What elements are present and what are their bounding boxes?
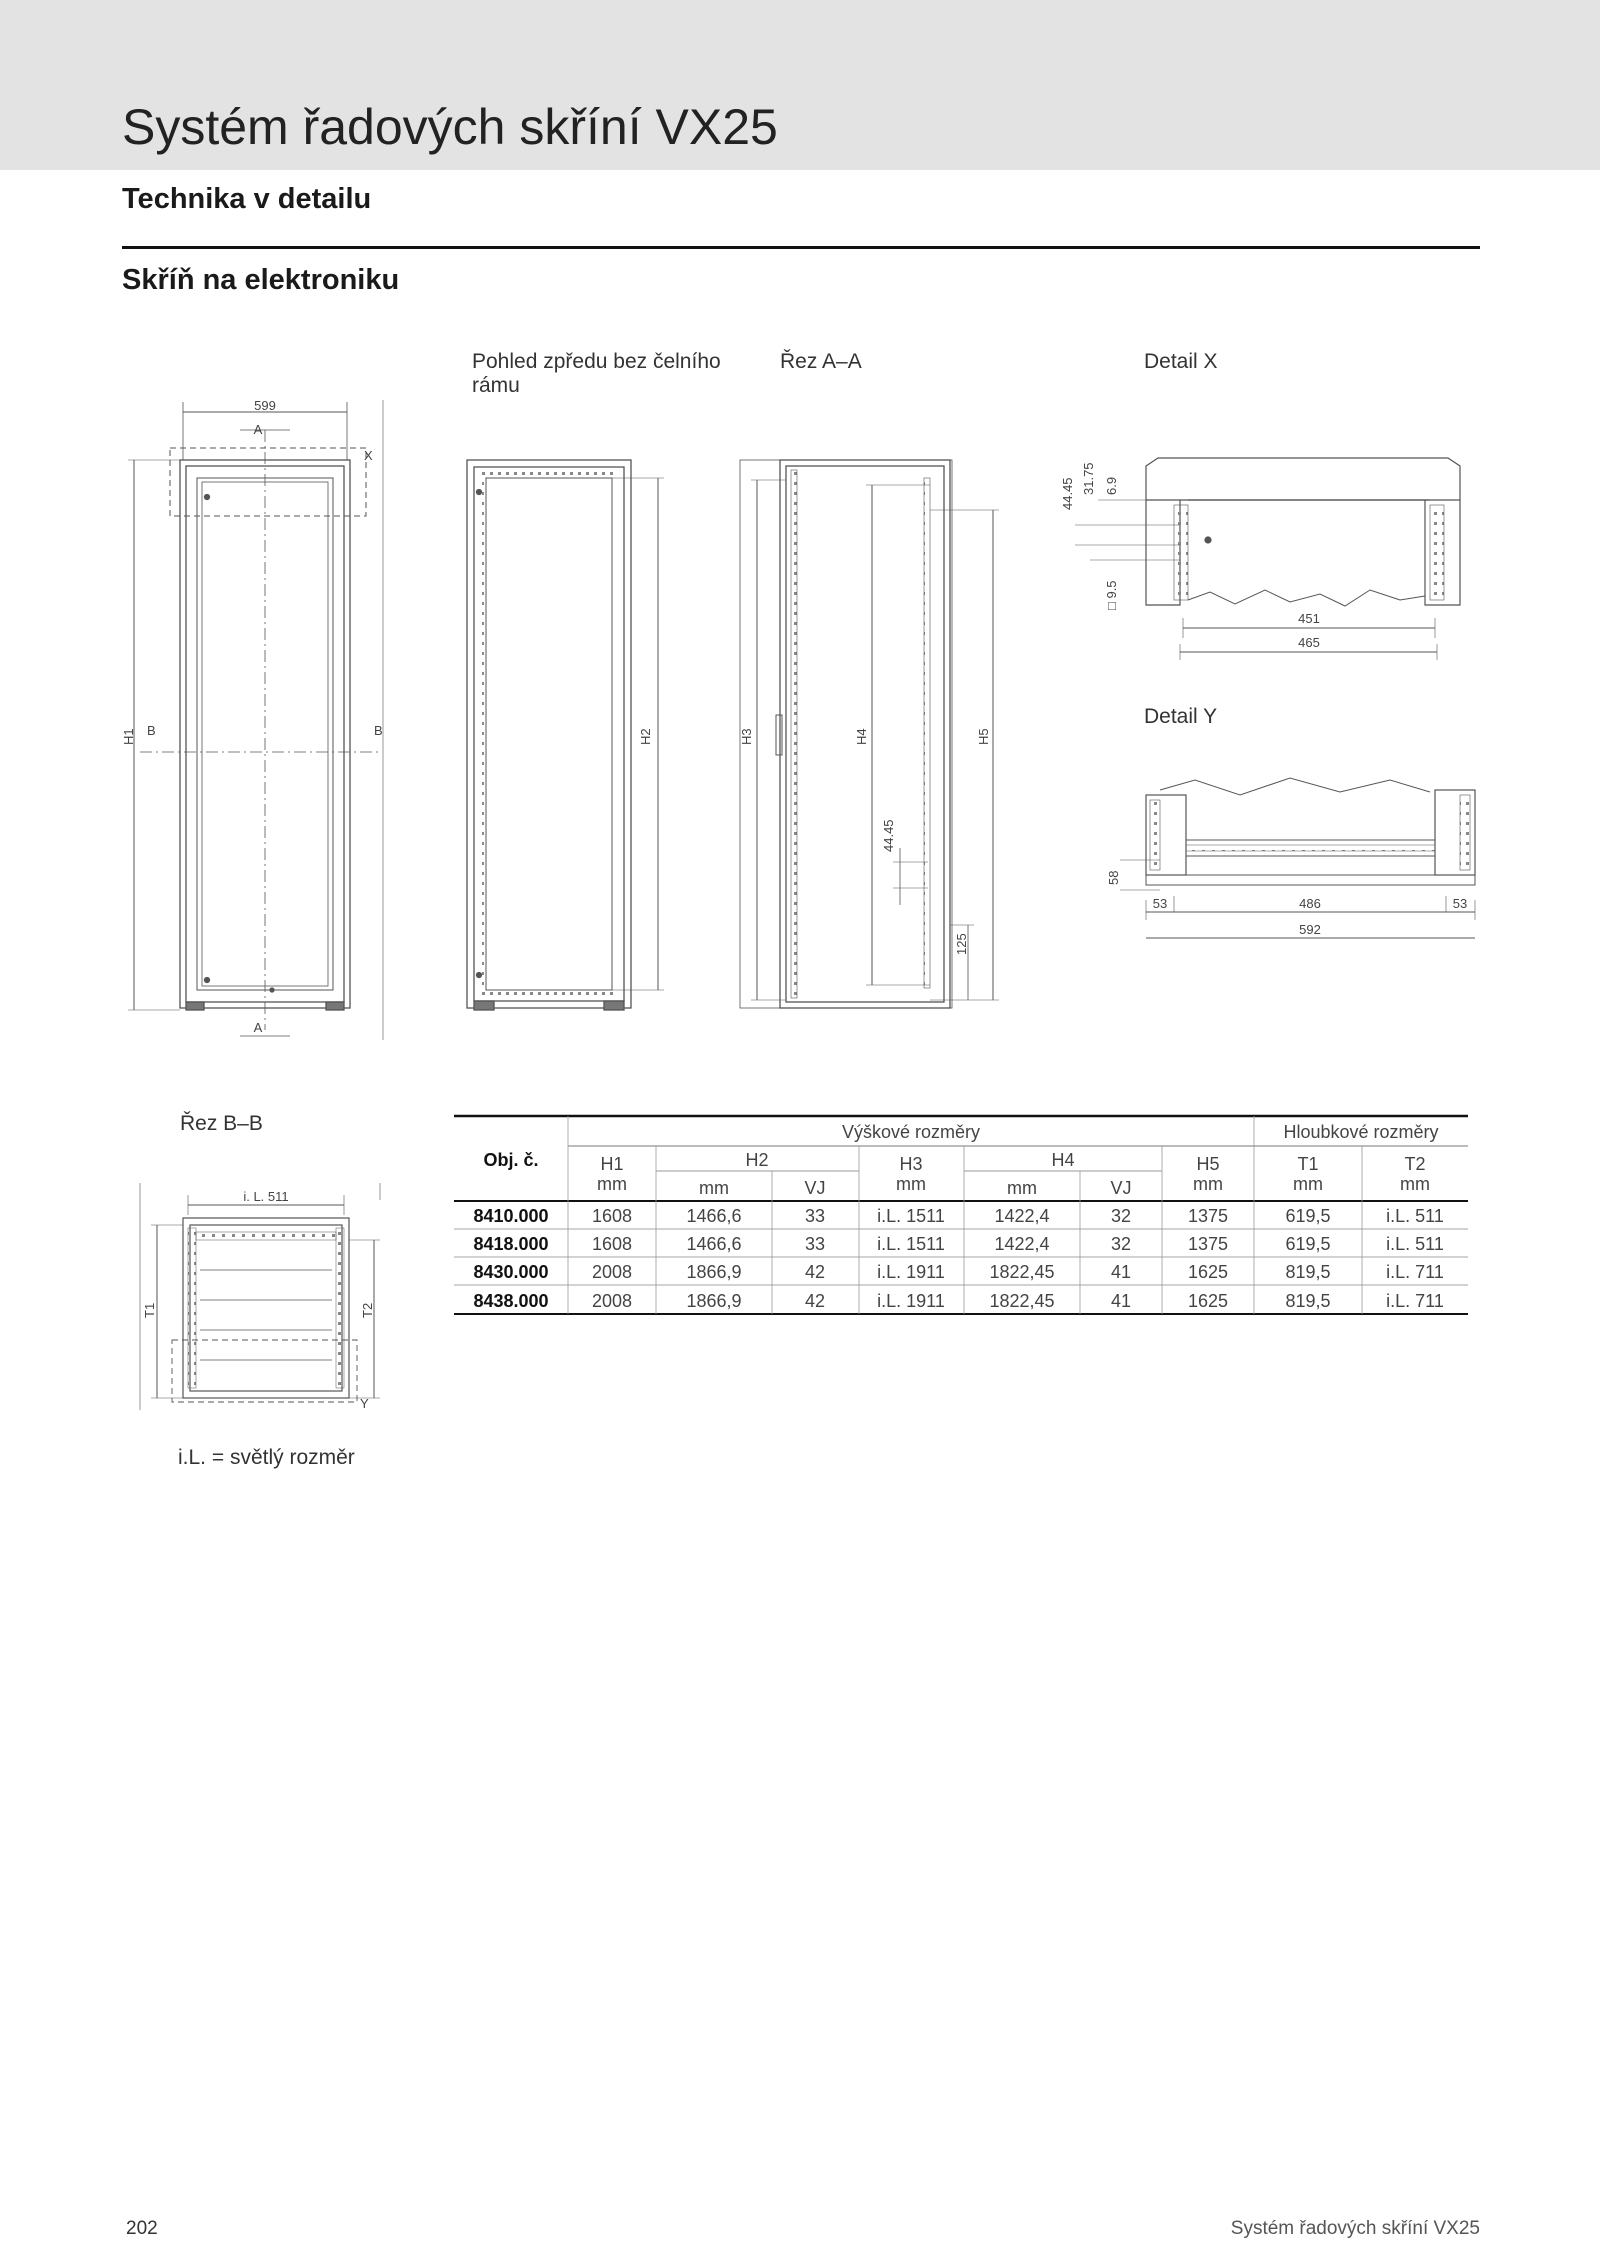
label-t2: T2 (360, 1302, 375, 1318)
table-head-h2: H2 (745, 1150, 769, 1170)
table-cell: 1866,9 (686, 1291, 742, 1311)
table-cell: 1466,6 (686, 1234, 742, 1254)
label-t1: T1 (142, 1302, 157, 1318)
table-head-h5-unit: mm (1193, 1174, 1223, 1194)
table-body (473, 1206, 1443, 1311)
label-h1: H1 (121, 728, 136, 745)
table-group-depth: Hloubkové rozměry (1283, 1122, 1439, 1142)
section-heading: Skříň na elektroniku (122, 264, 400, 296)
table-cell-obj: 8430.000 (473, 1262, 549, 1282)
table-head-t1-unit: mm (1293, 1174, 1323, 1194)
table-cell: 2008 (591, 1291, 633, 1311)
table-cell: 619,5 (1285, 1234, 1331, 1254)
table-head-h2-vj: VJ (804, 1178, 826, 1198)
caption-section-bb: Řez B–B (180, 1112, 263, 1135)
table-head-obj: Obj. č. (483, 1150, 539, 1170)
table-head-h2-mm: mm (699, 1178, 729, 1198)
table-cell: 1625 (1187, 1262, 1229, 1282)
label-h2: H2 (638, 728, 653, 745)
label-h3: H3 (739, 728, 754, 745)
table-cell: 41 (1110, 1291, 1132, 1311)
table-cell: i.L. 1511 (877, 1206, 945, 1226)
note-il: i.L. = světlý rozměr (178, 1446, 355, 1469)
table-cell: 42 (804, 1291, 826, 1311)
table-cell: 41 (1110, 1262, 1132, 1282)
dim-53-right: 53 (1452, 896, 1468, 911)
table-cell: i.L. 1911 (877, 1262, 945, 1282)
dim-6-9: 6.9 (1104, 476, 1119, 495)
caption-detail-y: Detail Y (1144, 705, 1218, 728)
label-h4: H4 (854, 728, 869, 745)
table-cell: 1375 (1187, 1206, 1229, 1226)
footer-page-number: 202 (126, 2218, 158, 2239)
table-cell: i.L. 1911 (877, 1291, 945, 1311)
caption-detail-x: Detail X (1144, 350, 1218, 373)
dim-125: 125 (954, 933, 969, 955)
table-head-h4-vj: VJ (1110, 1178, 1132, 1198)
table-head-h3-unit: mm (896, 1174, 926, 1194)
dim-465: 465 (1298, 635, 1320, 650)
table-head-t1: T1 (1297, 1154, 1319, 1174)
footer-title: Systém řadových skříní VX25 (1230, 2218, 1480, 2239)
table-head-t2: T2 (1404, 1154, 1426, 1174)
table-group-height: Výškové rozměry (841, 1122, 981, 1142)
table-row (473, 1234, 1443, 1254)
table-cell-obj: 8418.000 (473, 1234, 549, 1254)
table-head-t2-unit: mm (1400, 1174, 1430, 1194)
label-a-bottom: A (253, 1020, 263, 1035)
dim-599: 599 (254, 398, 276, 413)
dim-486: 486 (1299, 896, 1321, 911)
table-cell: 33 (804, 1234, 826, 1254)
table-cell: 1375 (1187, 1234, 1229, 1254)
table-cell: 1466,6 (686, 1206, 742, 1226)
drawing-detail-y (1120, 778, 1475, 938)
drawing-front-outline (128, 400, 383, 1040)
table-cell: 33 (804, 1206, 826, 1226)
dim-451: 451 (1298, 611, 1320, 626)
table-cell-obj: 8438.000 (473, 1291, 549, 1311)
caption-front-view: Pohled zpředu bez čelního rámu (472, 350, 721, 398)
table-cell: 1866,9 (686, 1262, 742, 1282)
drawing-detail-x (1075, 458, 1460, 660)
dim-9-5: □ 9.5 (1104, 580, 1119, 610)
page-subtitle: Technika v detailu (122, 183, 372, 215)
table-row (473, 1206, 1443, 1226)
table-cell: 819,5 (1285, 1291, 1331, 1311)
table-head-h1-unit: mm (597, 1174, 627, 1194)
table-cell: i.L. 511 (1386, 1234, 1444, 1254)
table-cell: 1625 (1187, 1291, 1229, 1311)
dim-il-511: i. L. 511 (243, 1189, 289, 1204)
table-head-h1: H1 (600, 1154, 624, 1174)
table-cell: i.L. 511 (1386, 1206, 1444, 1226)
dim-592: 592 (1299, 922, 1321, 937)
dim-44-45-aa: 44.45 (881, 819, 896, 852)
table-cell: i.L. 711 (1386, 1262, 1444, 1282)
table-cell: 1608 (591, 1234, 633, 1254)
dim-44-45-x: 44.45 (1060, 477, 1075, 510)
table-cell: 42 (804, 1262, 826, 1282)
caption-section-aa: Řez A–A (780, 350, 862, 373)
label-a-top: A (253, 422, 263, 437)
table-cell: 2008 (591, 1262, 633, 1282)
table-head-h4-mm: mm (1007, 1178, 1037, 1198)
drawing-section-bb (140, 1183, 380, 1410)
table-cell: i.L. 1511 (877, 1234, 945, 1254)
table-cell: 32 (1110, 1234, 1132, 1254)
table-cell: i.L. 711 (1386, 1291, 1444, 1311)
table-cell: 619,5 (1285, 1206, 1331, 1226)
table-cell: 1608 (591, 1206, 633, 1226)
label-h5: H5 (976, 728, 991, 745)
label-b-right: B (374, 723, 383, 738)
table-cell: 1422,4 (994, 1234, 1050, 1254)
page-title: Systém řadových skříní VX25 (122, 99, 778, 155)
table-cell-obj: 8410.000 (473, 1206, 549, 1226)
table-row (473, 1262, 1443, 1282)
table-cell: 819,5 (1285, 1262, 1331, 1282)
drawing-section-aa (740, 460, 999, 1008)
dim-53-left: 53 (1152, 896, 1168, 911)
label-b-left: B (147, 723, 156, 738)
table-cell: 1822,45 (989, 1262, 1055, 1282)
drawing-front-view (467, 460, 664, 1010)
label-y: Y (360, 1396, 369, 1411)
dim-58: 58 (1106, 870, 1121, 885)
label-x: X (364, 448, 373, 463)
table-head-h5: H5 (1196, 1154, 1220, 1174)
table-head-h3: H3 (899, 1154, 923, 1174)
table-row (473, 1291, 1443, 1311)
table-head-h4: H4 (1051, 1150, 1075, 1170)
table-cell: 1822,45 (989, 1291, 1055, 1311)
table-cell: 1422,4 (994, 1206, 1050, 1226)
dim-31-75: 31.75 (1081, 462, 1096, 495)
table-cell: 32 (1110, 1206, 1132, 1226)
